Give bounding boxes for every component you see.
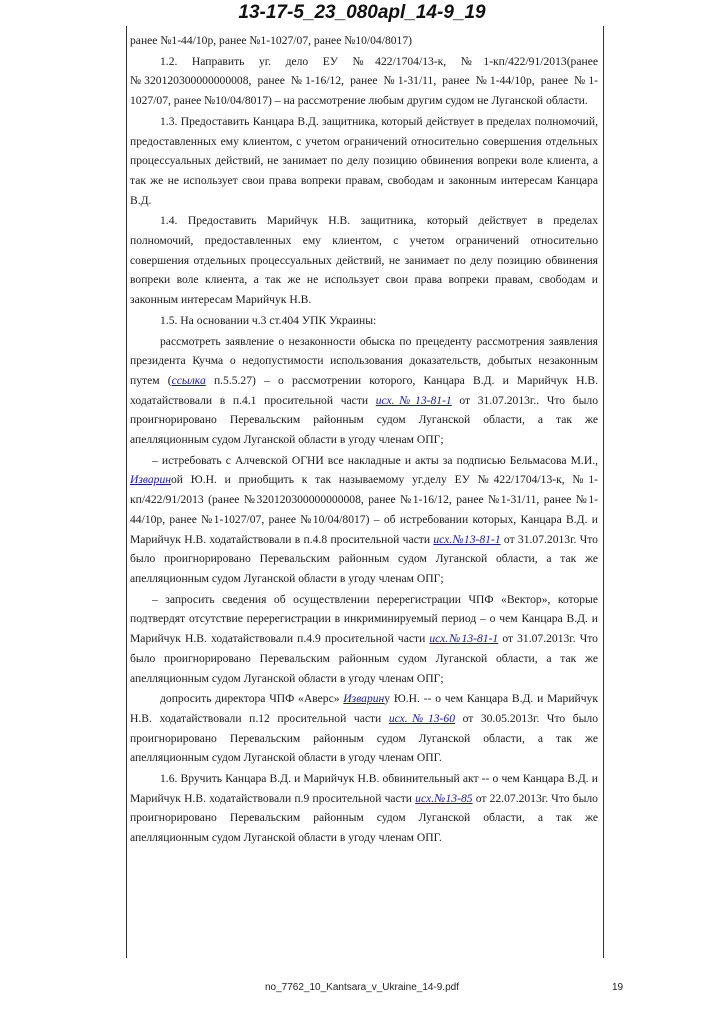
bullet-review-search xyxy=(130,332,598,450)
bullet-request-invoices xyxy=(130,451,598,589)
paragraph-1-6 xyxy=(130,769,598,848)
page-number: 19 xyxy=(612,982,624,993)
bullet-text: п.5.5.27) – о рассмотрении которого, Канцара В.Д. и Марийчук Н.В. ходатайствовали в п.4.1 просительной части xyxy=(130,373,598,407)
reference-link[interactable]: исх.№13-81-1 xyxy=(433,532,501,546)
paragraph-text: 1.6. Вручить Канцара В.Д. и Марийчук Н.В. обвинительный акт -- о чем Канцара В.Д. и Марийчук Н.В. ходатайствовали п.9 просительной части xyxy=(130,772,598,805)
reference-link[interactable]: исх.№13-60 xyxy=(388,711,455,725)
paragraph-continuation: ранее №1-44/10р, ранее №1-1027/07, ранее №10/04/8017) xyxy=(130,34,412,47)
bullet-request-registration xyxy=(130,590,598,689)
reference-link[interactable]: исх.№13-85 xyxy=(415,791,473,805)
bullet-text: от 31.07.2013г. Что было проигнорировано Перевальским районным судом Луганской области, а так же апелляционным судом Луганской области в угоду членам ОПГ; xyxy=(130,532,598,585)
document-body xyxy=(130,31,598,849)
bullet-text: от 31.07.2013г. Что было проигнорировано Перевальским районным судом Луганской области, а так же апелляционным судом Луганской области в угоду членам ОПГ; xyxy=(130,632,598,685)
reference-link[interactable]: ссылка xyxy=(171,373,206,387)
bullet-text: – истребовать с Алчевской ОГНИ все накладные и акты за подписью Бельмасова М.И., xyxy=(152,453,598,467)
paragraph-1-4: 1.4. Предоставить Марийчук Н.В. защитника, который действует в пределах полномочий, предоставленных ему клиентом, с учетом ограничений относительно совершения отдельных процессуальных действий, не занимает по делу позицию обвинения вопреки воле клиента, а так же не использует свои права вопреки правам, свободам и законным интересам Марийчук Н.В. xyxy=(130,214,598,307)
bullet-text: – запросить сведения об осуществлении перерегистрации ЧПФ «Вектор», которые подтвердят отсутствие перерегистрации в инкриминируемый период – о чем Канцара В.Д. и Марийчук Н.В. ходатайствовали п.4.9 просительной части xyxy=(130,592,598,646)
paragraph-1-5: 1.5. На основании ч.3 ст.404 УПК Украины: xyxy=(160,313,377,327)
document-header: 13-17-5_23_080apl_14-9_19 xyxy=(238,2,486,23)
bullet-text: допросить директора ЧПФ «Аверс» xyxy=(160,692,344,706)
bullet-text: от 30.05.2013г. Что было проигнорировано Перевальским районным судом Луганской области, а так же апелляционным судом Луганской области в угоду членам ОПГ. xyxy=(130,711,599,765)
bullet-text: от 31.07.2013г.. Что было проигнорировано Перевальским районным судом Луганской области, а так же апелляционным судом Луганской области в угоду членам ОПГ; xyxy=(130,393,598,447)
bullet-text: у Ю.Н. -- о чем Канцара В.Д. и Марийчук Н.В. ходатайствовали п.12 просительной части xyxy=(130,692,598,725)
footer-filename: no_7762_10_Kantsara_v_Ukraine_14-9.pdf xyxy=(264,982,460,993)
reference-link[interactable]: Изварин xyxy=(130,473,171,487)
bullet-text: рассмотреть заявление о незаконности обыска по прецеденту рассмотрения заявления президента Кучма о недопустимости использования доказательств, добытых незаконным путем ( xyxy=(130,334,598,387)
bullet-text: ой Ю.Н. и приобщить к так называемому уг.делу ЕУ №422/1704/13-к, №1-кп/422/91/2013 (ранее №320120300000000008, ранее №1-16/12, ранее №1-31/11, ранее №1-44/10р, ранее №1-1027/07, ранее №10/04/8017) – об истребовании которых, Канцара В.Д. и Марийчук Н.В. ходатайствовали в п.4.8 просительной части xyxy=(130,473,598,546)
reference-link[interactable]: исх.№13-81-1 xyxy=(429,632,499,646)
paragraph-text: от 22.07.2013г. Что было проигнорировано Перевальским районным судом Луганской области, а так же апелляционным судом Луганской области в угоду членам ОПГ. xyxy=(130,791,598,845)
bullet-question-director xyxy=(130,689,598,768)
reference-link[interactable]: Изварин xyxy=(343,692,385,706)
paragraph-1-2: 1.2. Направить уг. дело ЕУ №422/1704/13-к, №1-кп/422/91/2013(ранее №320120300000000008, ранее №1-16/12, ранее №1-31/11, ранее №1-44/10р, ранее №1-1027/07, ранее №10/04/8017) – на рассмотрение любым другим судом не Луганской области. xyxy=(130,54,598,108)
reference-link[interactable]: исх.№13-81-1 xyxy=(375,393,452,407)
paragraph-1-3: 1.3. Предоставить Канцара В.Д. защитника, который действует в пределах полномочий, предоставленных ему клиентом, с учетом ограничений относительно совершения отдельных процессуальных действий, не занимает по делу позицию обвинения вопреки воле клиента, а так же не использует свои права вопреки правам, свободам и законным интересам Канцара В.Д. xyxy=(130,114,598,207)
